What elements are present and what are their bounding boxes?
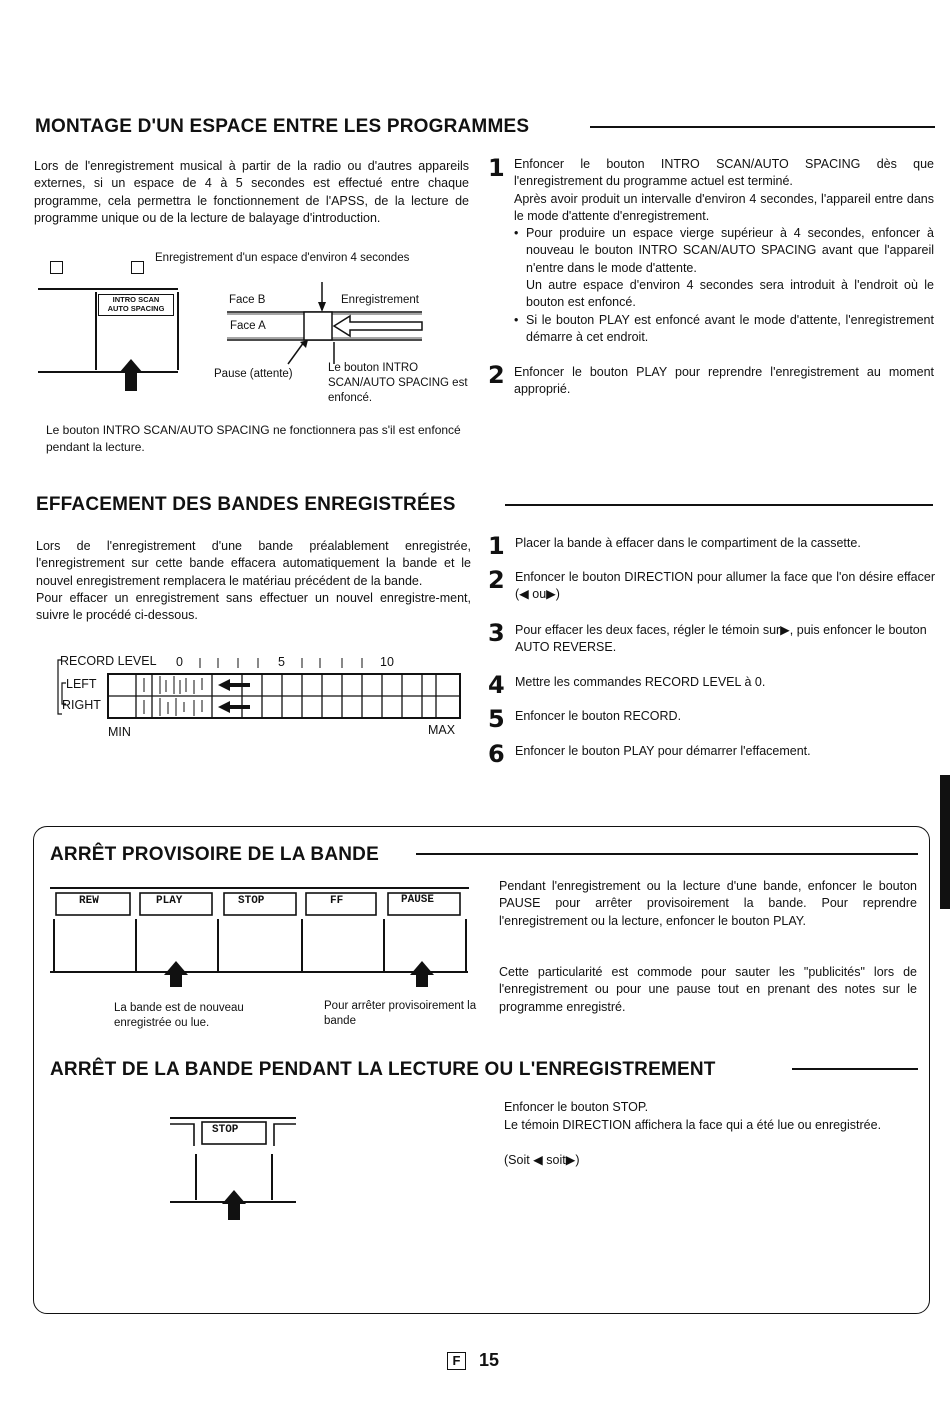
title-rule	[590, 126, 935, 128]
pause-text-1: Pendant l'enregistrement ou la lecture d'une bande, enfoncer le bouton PAUSE pour arrêter provisoirement la bande. Pour reprendre l'enregistrement ou la lecture, enfoncer le bouton PLAY.	[499, 879, 917, 928]
step-number: 6	[488, 740, 505, 768]
step-number: 2	[488, 566, 505, 594]
diagram-caption: Enregistrement d'un espace d'environ 4 secondes	[155, 252, 410, 264]
section-title-montage: MONTAGE D'UN ESPACE ENTRE LES PROGRAMMES	[35, 116, 530, 137]
caption-resume: La bande est de nouveau enregistrée ou lue.	[114, 1002, 244, 1029]
left-channel-label: LEFT	[66, 677, 97, 691]
min-label: MIN	[108, 725, 131, 739]
rew-button-label: REW	[79, 895, 99, 907]
effacement-step-3: Pour effacer les deux faces, régler le témoin sur▶, puis enfoncer le bouton AUTO REVERSE.	[515, 623, 927, 655]
montage-note: Le bouton INTRO SCAN/AUTO SPACING ne fonctionnera pas s'il est enfoncé pendant la lecture.	[46, 423, 461, 454]
scale-0: 0	[176, 655, 183, 669]
record-level-meter	[52, 650, 464, 722]
side-tab-marker	[940, 775, 950, 909]
section-title-arret-lecture: ARRÊT DE LA BANDE PENDANT LA LECTURE OU L'ENREGISTREMENT	[50, 1059, 716, 1080]
language-badge: F	[447, 1352, 466, 1370]
title-rule	[792, 1068, 918, 1070]
section-title-arret-provisoire: ARRÊT PROVISOIRE DE LA BANDE	[50, 844, 379, 865]
bouton-enfonce-label: Le bouton INTRO SCAN/AUTO SPACING est enfoncé.	[328, 362, 468, 404]
section-title-effacement: EFFACEMENT DES BANDES ENREGISTRÉES	[36, 494, 456, 515]
step-number: 4	[488, 671, 505, 699]
stop-button-label: STOP	[238, 895, 265, 907]
step-number: 1	[488, 154, 505, 182]
checkbox-icon	[50, 261, 63, 274]
stop-text-1: Enfoncer le bouton STOP.	[504, 1100, 649, 1114]
play-button-label: PLAY	[156, 895, 183, 907]
step-number: 5	[488, 705, 505, 733]
bullet-item: • Si le bouton PLAY est enfoncé avant le mode d'attente, l'enregistrement démarre à cet endroit.	[526, 312, 934, 347]
ff-button-label: FF	[330, 895, 344, 907]
montage-intro: Lors de l'enregistrement musical à partir de la radio ou d'autres appareils externes, si un espace de 4 à 5 secondes est effectué entre chaque programme, cela permettra le fonctionnement de l'APSS, de la lecture de programme unique ou de la lecture de balayage d'introduction.	[34, 159, 469, 225]
effacement-intro: Lors de l'enregistrement d'une bande préalablement enregistrée, l'enregistrement sur cette bande effacera automatiquement la bande et le nouvel enregistrement remplacera le matériau précédent de la bande. Pour effacer un enregistrement sans effectuer un nouvel enregistre-ment, suivre le procédé ci-dessous.	[36, 539, 471, 623]
effacement-step-6: Enfoncer le bouton PLAY pour démarrer l'effacement.	[515, 744, 811, 758]
stop-text-2: Le témoin DIRECTION affichera la face qui a été lue ou enregistrée.	[504, 1118, 882, 1132]
pause-text-2: Cette particularité est commode pour sauter les "publicités" lors de l'enregistrement ou pour une pause tout en prenant des notes sur le programme enregistré.	[499, 965, 917, 1014]
face-b-label: Face B	[229, 294, 266, 306]
title-rule	[416, 853, 918, 855]
effacement-step-4: Mettre les commandes RECORD LEVEL à 0.	[515, 675, 766, 689]
title-rule	[505, 504, 933, 506]
montage-step-1: Enfoncer le bouton INTRO SCAN/AUTO SPACING dès que l'enregistrement du programme actuel est terminé. Après avoir produit un intervalle d'environ 4 secondes, l'appareil entre dans le mode d'attente d'enregistrement. • Pour produire un espace vierge supérieur à 4 secondes, enfoncer à nouveau le bouton INTRO SCAN/AUTO SPACING avant que l'appareil n'entre dans le mode d'attente. Un autre espace d'environ 4 secondes sera introduit à l'endroit où le bouton est enfoncé. • Si le bouton PLAY est enfoncé avant le mode d'attente, l'enregistrement démarre à cet endroit.	[514, 156, 934, 346]
step-number: 3	[488, 619, 505, 647]
record-level-label: RECORD LEVEL	[60, 654, 157, 668]
pointing-finger-icon	[115, 357, 147, 393]
tape-gap-diagram	[222, 280, 432, 370]
max-label: MAX	[428, 723, 456, 737]
stop-text-3: (Soit ◀ soit▶)	[504, 1153, 580, 1167]
stop-key-label: STOP	[212, 1124, 239, 1136]
face-a-label: Face A	[230, 320, 266, 332]
right-channel-label: RIGHT	[62, 698, 101, 712]
caption-pause: Pour arrêter provisoirement la bande	[324, 1000, 477, 1027]
effacement-step-1: Placer la bande à effacer dans le compartiment de la cassette.	[515, 536, 861, 550]
effacement-step-5: Enfoncer le bouton RECORD.	[515, 709, 682, 723]
pause-label: Pause (attente)	[214, 368, 293, 380]
montage-step-2: Enfoncer le bouton PLAY pour reprendre l'enregistrement au moment approprié.	[514, 365, 934, 397]
intro-scan-label-box: INTRO SCAN AUTO SPACING	[98, 294, 174, 316]
scale-5: 5	[278, 655, 285, 669]
scale-10: 10	[380, 655, 394, 669]
checkbox-icon	[131, 261, 144, 274]
step-number: 2	[488, 361, 505, 389]
effacement-step-2: Enfoncer le bouton DIRECTION pour allumer la face que l'on désire effacer (◀ ou▶)	[515, 570, 935, 602]
pause-button-label: PAUSE	[401, 894, 435, 906]
bullet-item: • Pour produire un espace vierge supérieur à 4 secondes, enfoncer à nouveau le bouton INTRO SCAN/AUTO SPACING avant que l'appareil n'entre dans le mode d'attente. Un autre espace d'environ 4 secondes sera introduit à l'endroit où le bouton est enfoncé.	[526, 225, 934, 311]
page-number: 15	[479, 1350, 500, 1370]
step-number: 1	[488, 532, 505, 560]
deck-top-line	[38, 288, 178, 290]
deck-bottom-line	[38, 371, 178, 373]
enregistrement-label: Enregistrement	[341, 294, 419, 306]
